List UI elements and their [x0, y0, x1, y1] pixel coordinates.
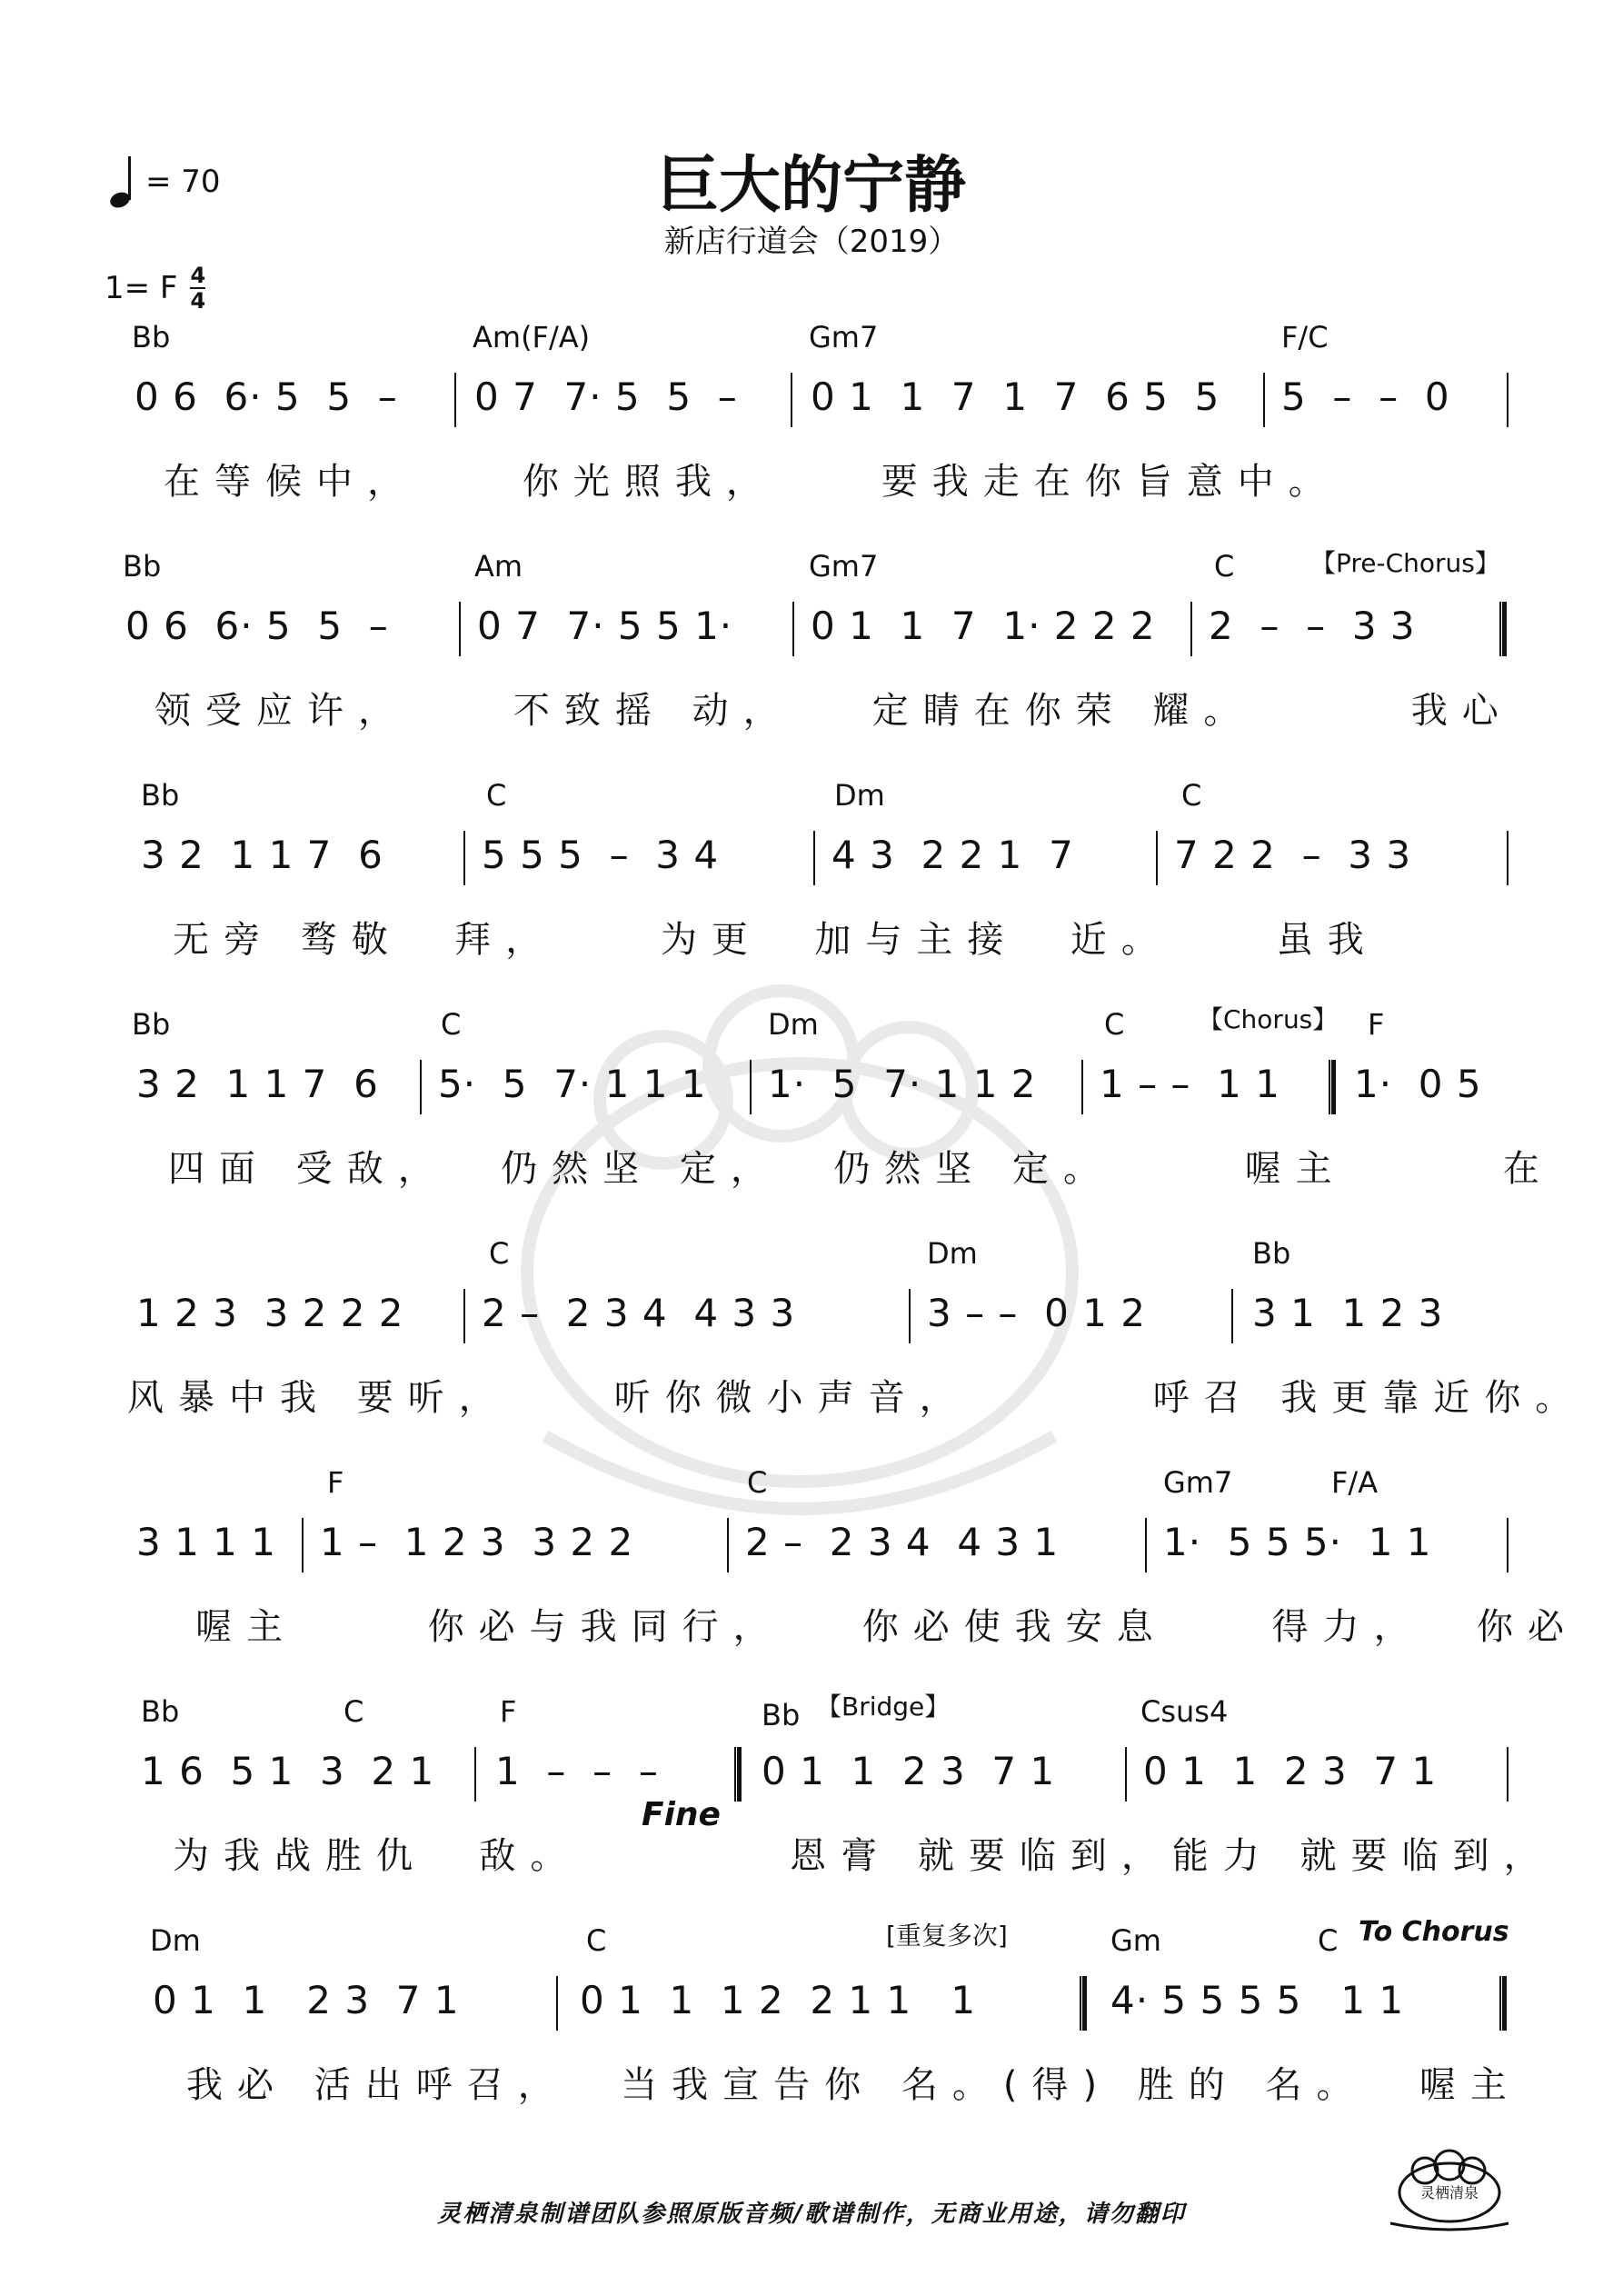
chord: C: [344, 1694, 364, 1729]
barline: [1507, 1747, 1508, 1802]
double-barline: [1329, 1060, 1336, 1114]
chord: C: [1318, 1923, 1339, 1958]
chord: Bb: [762, 1698, 801, 1732]
measure-notes: 0 1 1 7 1· 2 2 2: [811, 604, 1156, 648]
barline: [463, 831, 465, 885]
measure-notes: 4· 5 5 5 5 1 1: [1110, 1978, 1405, 2022]
measure-notes: 7 2 2 – 3 3: [1174, 833, 1412, 877]
barline: [1156, 831, 1158, 885]
barline: [813, 831, 815, 885]
time-signature: [190, 264, 205, 313]
chord: Am: [474, 549, 523, 584]
measure-notes: 1 6 5 1 3 2 1: [141, 1749, 435, 1793]
chord: C: [1104, 1007, 1125, 1042]
section-label: 【Chorus】: [1198, 1004, 1339, 1034]
barline: [1507, 831, 1508, 885]
chord: Gm7: [809, 320, 879, 354]
barline: [1145, 1518, 1147, 1572]
barline: [1507, 1518, 1508, 1572]
logo-text: 灵栖清泉: [1419, 2184, 1479, 2201]
measure-notes: 1 2 3 3 2 2 2: [136, 1291, 404, 1335]
chord: Bb: [132, 1007, 171, 1042]
chord: F: [500, 1694, 517, 1729]
measure-notes: 2 – – 3 3: [1209, 604, 1416, 648]
lyric-line: 领受应许， 不致摇 动， 定睛在你荣 耀。 我心: [154, 690, 1513, 732]
chord: C: [586, 1923, 607, 1958]
barline: [474, 1747, 476, 1802]
chord: Gm7: [1163, 1465, 1233, 1500]
measure-notes: 1· 5 7· 1 1 2: [768, 1062, 1037, 1106]
chord: C: [1181, 778, 1202, 813]
lyric-line: 在等候中， 你光照我， 要我走在你旨意中。: [164, 461, 1339, 503]
chord: Dm: [150, 1923, 201, 1958]
lyric-line: 喔主 你必与我同行， 你必使我安息 得力， 你必: [195, 1606, 1579, 1648]
to-chorus-marking: To Chorus: [1359, 1916, 1509, 1948]
measure-notes: 0 1 1 1 2 2 1 1 1: [580, 1978, 977, 2022]
chord: F/A: [1331, 1465, 1379, 1500]
barline: [727, 1518, 729, 1572]
time-signature-top: 4: [190, 263, 206, 288]
chord: C: [1214, 549, 1235, 584]
lyric-line: 风暴中我 要听， 听你微小声音， 呼召 我更靠近你。: [127, 1377, 1587, 1419]
measure-notes: 0 7 7· 5 5 1·: [477, 604, 733, 648]
chord: F: [327, 1465, 344, 1500]
measure-notes: 0 1 1 2 3 7 1: [153, 1978, 460, 2022]
barline: [454, 373, 456, 427]
chord: Bb: [132, 320, 171, 354]
repeat-end-barline: [1080, 1976, 1087, 2031]
song-subtitle: 新店行道会（2019）: [663, 224, 960, 260]
chord: Am(F/A): [473, 320, 591, 354]
section-label: 【Bridge】: [816, 1692, 951, 1722]
chord: F/C: [1281, 320, 1329, 354]
barline: [1125, 1747, 1127, 1802]
measure-notes: 2 – 2 3 4 4 3 3: [482, 1291, 796, 1335]
barline: [909, 1289, 911, 1343]
barline: [1263, 373, 1265, 427]
barline: [791, 373, 792, 427]
barline: [556, 1976, 558, 2031]
barline: [1231, 1289, 1233, 1343]
measure-notes: 1 – – –: [495, 1749, 659, 1793]
barline: [792, 602, 794, 656]
chord: C: [747, 1465, 768, 1500]
chord: Bb: [141, 778, 180, 813]
measure-notes: 0 1 1 7 1 7 6 5 5: [811, 374, 1220, 419]
chord: F: [1368, 1007, 1385, 1042]
barline: [1507, 373, 1508, 427]
chord: Dm: [927, 1236, 978, 1271]
chord: C: [486, 778, 507, 813]
lyric-line: 无旁 骛敬 拜， 为更 加与主接 近。 虽我: [173, 919, 1379, 961]
double-barline: [1499, 1976, 1507, 2031]
chord: Csus4: [1140, 1694, 1229, 1729]
barline: [1190, 602, 1192, 656]
measure-notes: 1· 0 5: [1354, 1062, 1482, 1106]
song-title: 巨大的宁静: [656, 150, 966, 222]
measure-notes: 3 2 1 1 7 6: [141, 833, 383, 877]
chord: Dm: [834, 778, 885, 813]
measure-notes: 5 5 5 – 3 4: [482, 833, 720, 877]
chord: Bb: [141, 1694, 180, 1729]
measure-notes: 5· 5 7· 1 1 1: [438, 1062, 707, 1106]
lyric-line: 四面 受敌， 仍然坚 定， 仍然坚 定。 喔主 在: [168, 1148, 1554, 1190]
measure-notes: 3 2 1 1 7 6: [136, 1062, 379, 1106]
lyric-line: 我必 活出呼召， 当我宣告你 名。(得) 胜的 名。 喔主: [186, 2064, 1521, 2106]
measure-notes: 0 6 6· 5 5 –: [134, 374, 398, 419]
measure-notes: 5 – – 0: [1281, 374, 1450, 419]
footer-note: 灵栖清泉制谱团队参照原版音频/歌谱制作，无商业用途，请勿翻印: [437, 2201, 1186, 2228]
measure-notes: 1 – 1 2 3 3 2 2: [320, 1520, 634, 1564]
measure-notes: 0 6 6· 5 5 –: [125, 604, 389, 648]
key-signature: [105, 264, 205, 313]
chord: Bb: [1252, 1236, 1291, 1271]
measure-notes: 3 1 1 2 3: [1252, 1291, 1444, 1335]
fine-marking: Fine: [642, 1796, 721, 1833]
chord: C: [489, 1236, 510, 1271]
chord: Gm7: [809, 549, 879, 584]
chord: Bb: [123, 549, 162, 584]
chord: C: [441, 1007, 462, 1042]
double-barline: [1499, 602, 1507, 656]
measure-notes: 0 7 7· 5 5 –: [474, 374, 738, 419]
chord: Gm: [1110, 1923, 1161, 1958]
measure-notes: 0 1 1 2 3 7 1: [1143, 1749, 1438, 1793]
measure-notes: 0 1 1 2 3 7 1: [762, 1749, 1056, 1793]
barline: [459, 602, 461, 656]
barline: [420, 1060, 422, 1114]
measure-notes: 1· 5 5 5· 1 1: [1163, 1520, 1432, 1564]
sheep-watermark-icon: [436, 891, 1163, 1618]
measure-notes: 1 – – 1 1: [1100, 1062, 1280, 1106]
lyric-line: 为我战胜仇 敌。 恩膏 就要临到，能力 就要临到，: [173, 1835, 1555, 1877]
measure-notes: 4 3 2 2 1 7: [831, 833, 1074, 877]
key-label: 1= F: [105, 270, 178, 306]
tempo-value: = 70: [145, 164, 221, 200]
chord: Dm: [768, 1007, 819, 1042]
barline: [302, 1518, 304, 1572]
section-label: 【Pre-Chorus】: [1310, 548, 1500, 578]
repeat-start-barline: [734, 1747, 742, 1802]
time-signature-bottom: 4: [190, 288, 206, 314]
measure-notes: 3 – – 0 1 2: [927, 1291, 1146, 1335]
section-label: [重复多次]: [886, 1921, 1008, 1951]
measure-notes: 3 1 1 1: [136, 1520, 276, 1564]
barline: [750, 1060, 752, 1114]
barline: [463, 1289, 465, 1343]
measure-notes: 2 – 2 3 4 4 3 1: [745, 1520, 1060, 1564]
barline: [1081, 1060, 1083, 1114]
